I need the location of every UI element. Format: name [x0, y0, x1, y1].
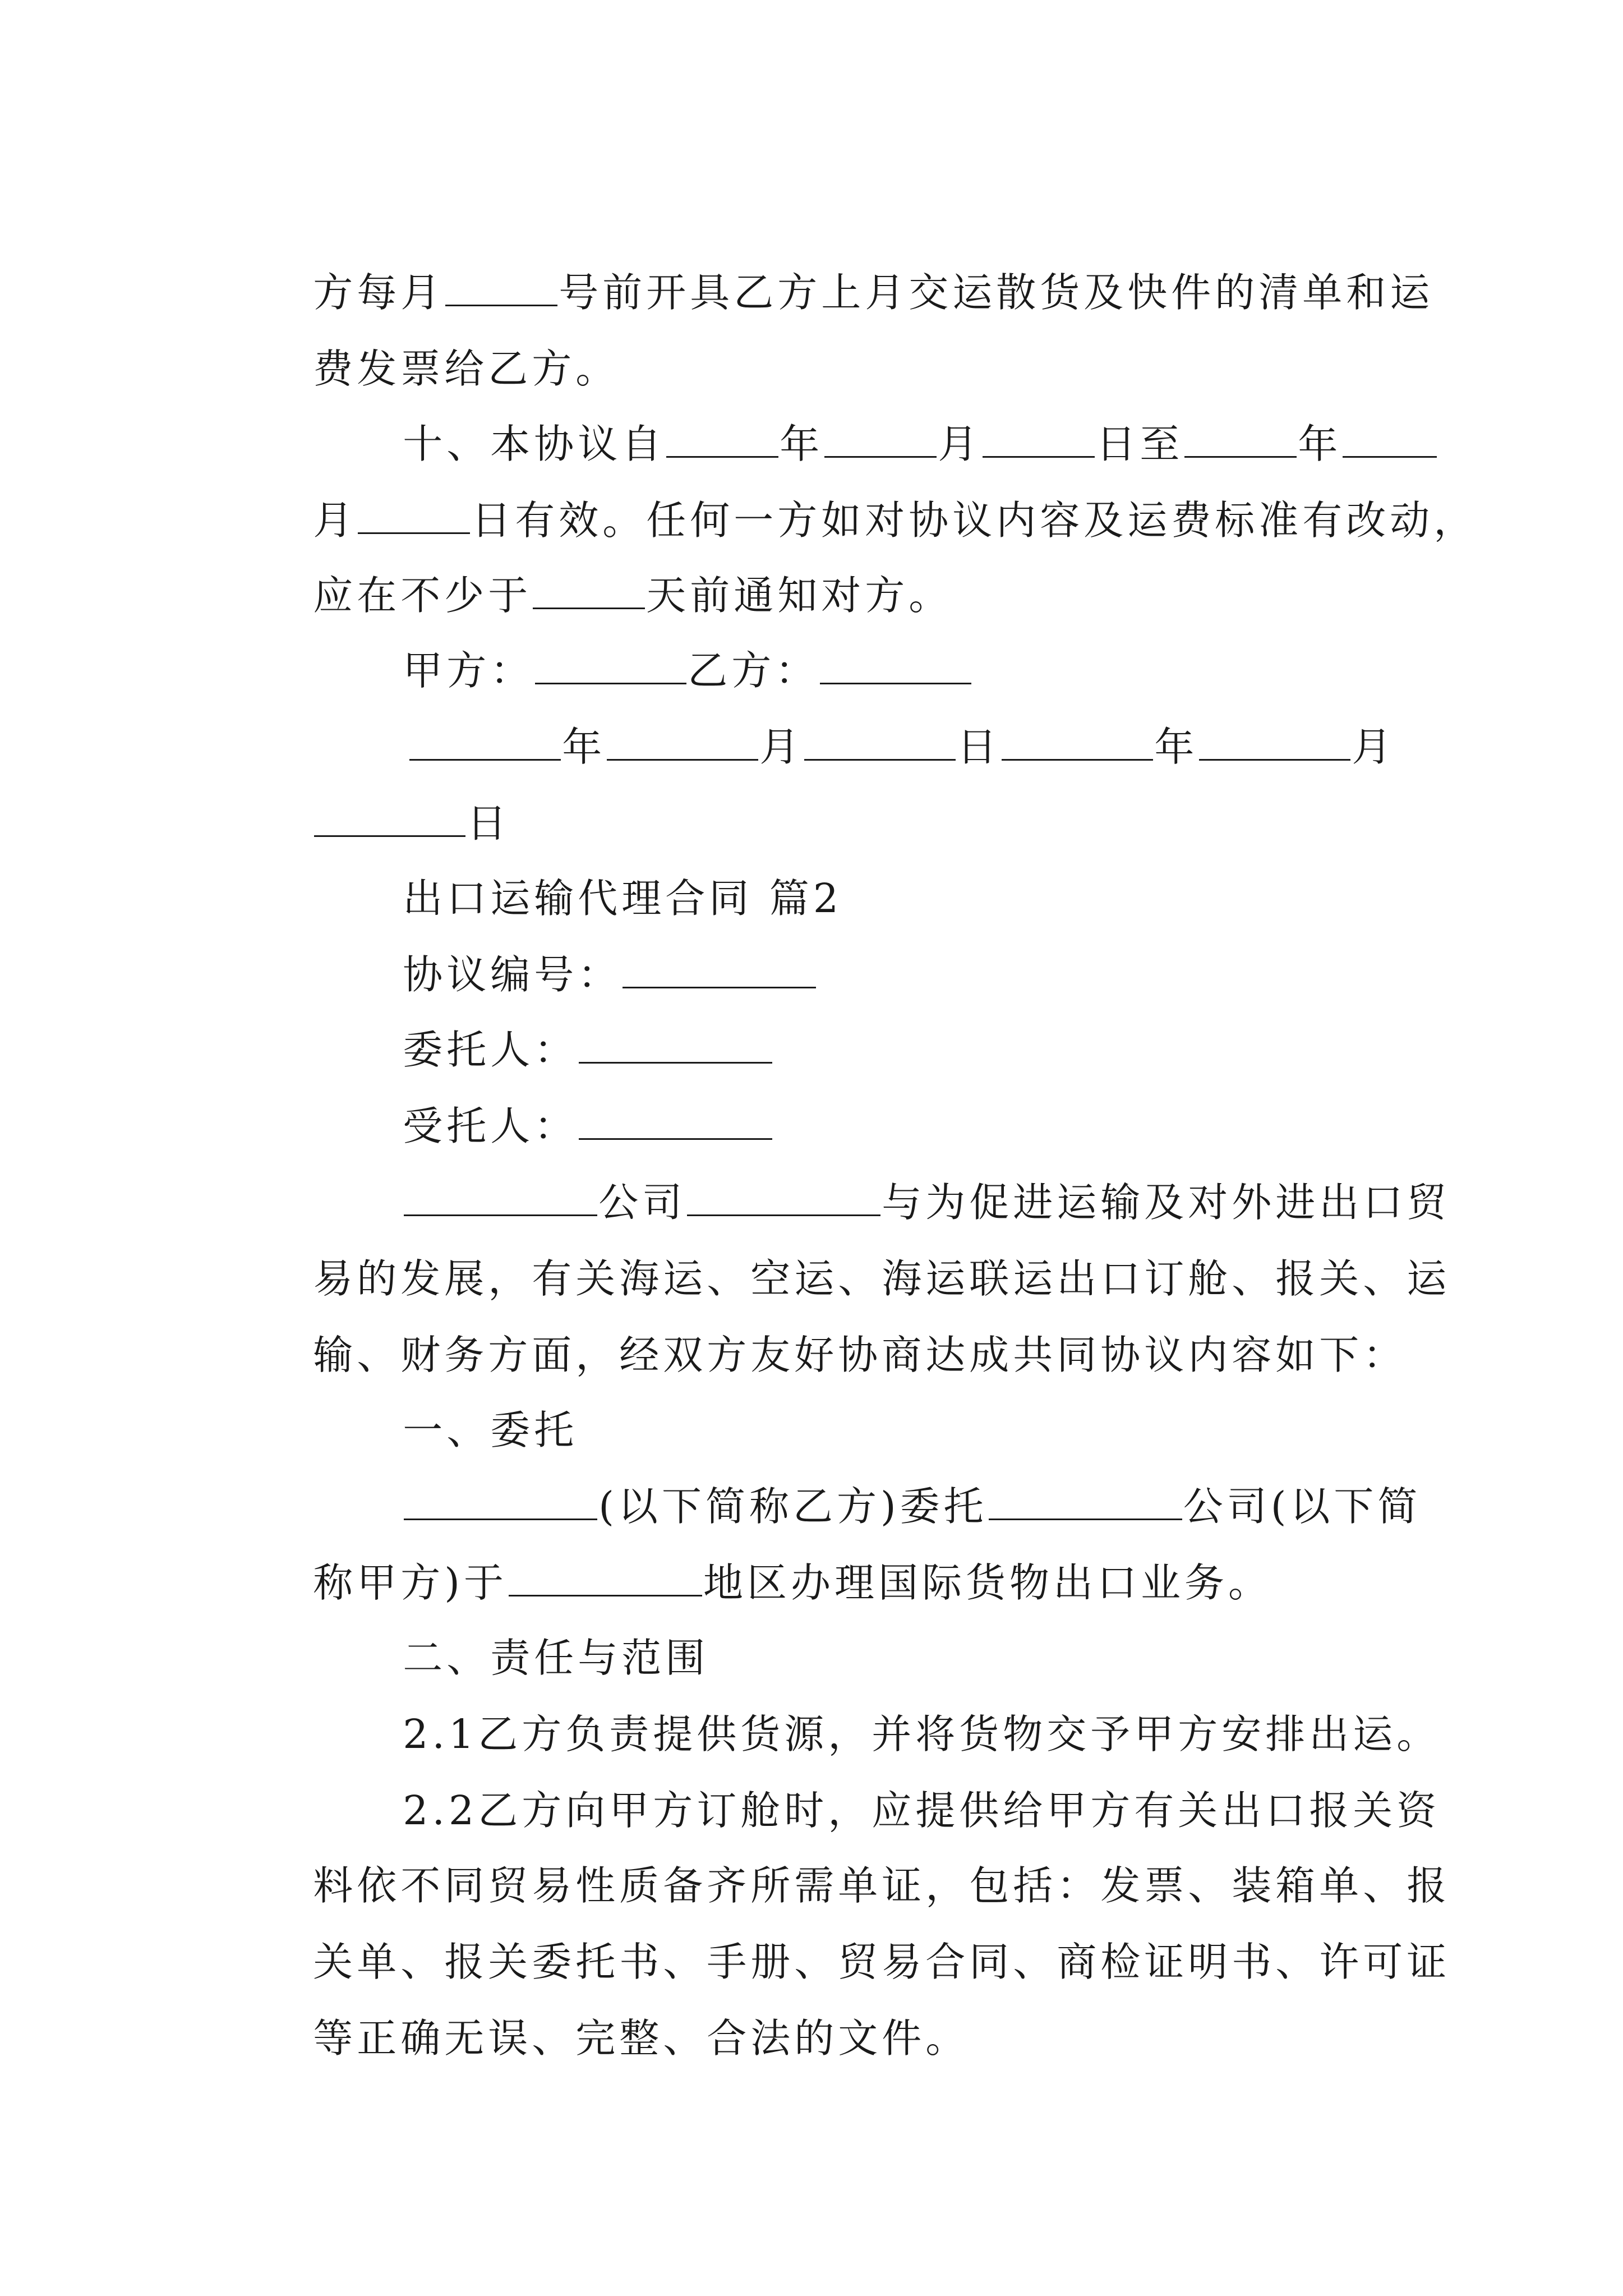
text: 公司(以下简 — [1183, 1483, 1422, 1530]
text: 日有效。任何一方如对协议内容及运费标准有改动， — [471, 497, 1478, 544]
paragraph-line — [247, 1954, 969, 2123]
text: 月 — [938, 421, 982, 467]
text: 公司 — [598, 1179, 686, 1226]
text: 日 — [957, 724, 1001, 770]
text: 输、财务方面，经双方友好协商达成共同协议内容如下： — [313, 1332, 1407, 1378]
fill-blank — [607, 724, 758, 761]
text: 协议编号： — [403, 951, 622, 998]
text: (以下简称乙方)委托 — [598, 1483, 988, 1530]
fill-blank — [1199, 724, 1350, 761]
text: 号前开具乙方上月交运散货及快件的清单和运 — [559, 269, 1434, 316]
text: 月 — [759, 724, 804, 770]
fill-blank — [1002, 724, 1153, 761]
text: 一、委托 — [403, 1407, 578, 1453]
text: 费发票给乙方。 — [313, 346, 620, 392]
text: 称甲方)于 — [313, 1559, 508, 1606]
text: 关单、报关委托书、手册、贸易合同、商检证明书、许可证 — [313, 1939, 1451, 1985]
text: 日 — [467, 800, 511, 846]
text: 2.1乙方负责提供货源，并将货物交予甲方安排出运。 — [403, 1711, 1441, 1757]
text: 委托人： — [403, 1027, 578, 1073]
text: 十、本协议自 — [403, 421, 666, 467]
text: 方每月 — [313, 269, 445, 316]
text: 年 — [562, 724, 606, 770]
text: 应在不少于 — [313, 572, 532, 619]
text: 年 — [1298, 421, 1342, 467]
text: 与为促进运输及对外进出口贸 — [882, 1179, 1451, 1226]
text: 甲方： — [403, 647, 534, 694]
text: 易的发展，有关海运、空运、海运联运出口订舱、报关、运 — [313, 1255, 1451, 1302]
fill-blank — [804, 724, 956, 761]
text: 料依不同贸易性质备齐所需单证，包括：发票、装箱单、报 — [313, 1862, 1451, 1909]
text: 月 — [1352, 724, 1396, 770]
text: 出口运输代理合同 篇2 — [403, 875, 843, 922]
text: 月 — [313, 497, 357, 544]
text: 乙方： — [688, 647, 819, 694]
text: 地区办理国际货物出口业务。 — [703, 1559, 1272, 1606]
text: 等正确无误、完整、合法的文件。 — [313, 2015, 970, 2062]
text: 二、责任与范围 — [403, 1635, 709, 1681]
text: 年 — [1154, 724, 1198, 770]
text: 2.2乙方向甲方订舱时，应提供给甲方有关出口报关资 — [403, 1787, 1441, 1834]
text: 受托人： — [403, 1103, 578, 1149]
text: 年 — [780, 421, 824, 467]
text: 天前通知对方。 — [646, 572, 953, 619]
text: 日至 — [1096, 421, 1184, 467]
